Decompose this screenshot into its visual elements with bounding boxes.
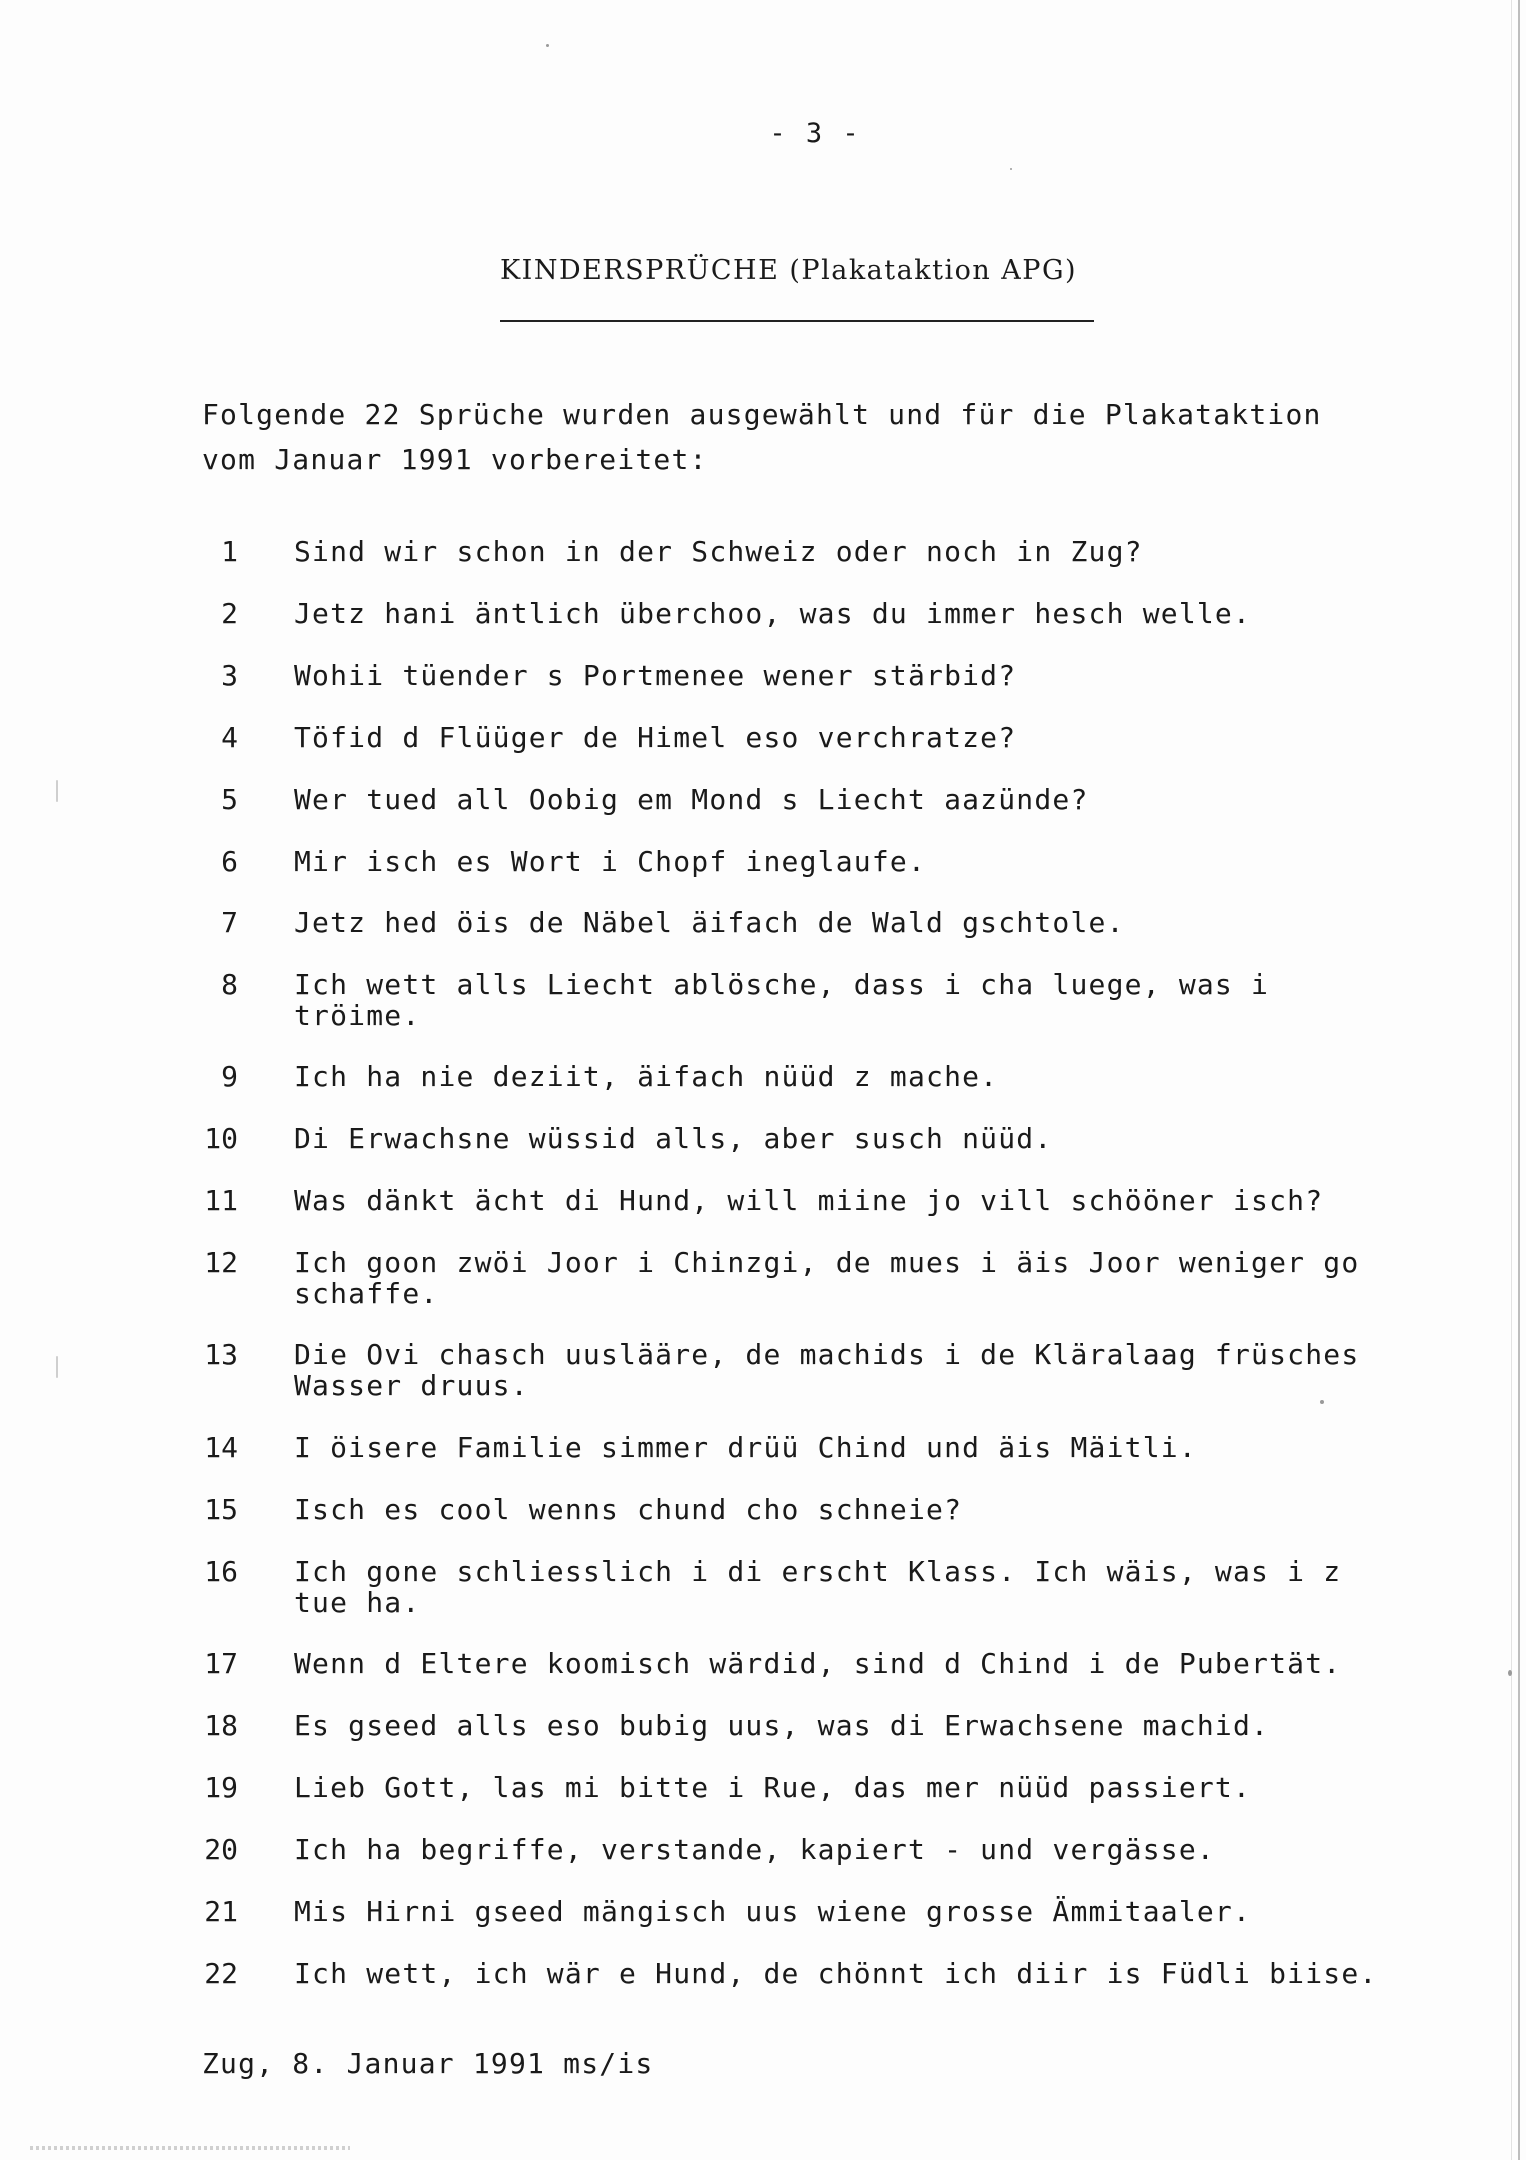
saying-text: Wer tued all Oobig em Mond s Liecht aazünde? [294,783,1089,816]
saying-number: 3 [221,659,238,692]
saying-number: 7 [221,906,238,939]
page-edge-shadow [1511,0,1512,2160]
saying-text: Was dänkt ächt di Hund, will miine jo vill schööner isch? [294,1184,1324,1217]
scan-speck [546,44,549,47]
saying-number: 10 [204,1122,238,1155]
saying-text: Isch es cool wenns chund cho schneie? [294,1493,963,1526]
page-number: - 3 - [769,118,861,149]
saying-text: Es gseed alls eso bubig uus, was di Erwachsene machid. [294,1709,1270,1742]
saying-text: Ich goon zwöi Joor i Chinzgi, de mues i äis Joor weniger go schaffe. [294,1246,1360,1310]
intro-paragraph: Folgende 22 Sprüche wurden ausgewählt und für die Plakataktion vom Januar 1991 vorbereitet: [202,398,1322,476]
saying-number: 14 [204,1431,238,1464]
saying-number: 5 [221,783,238,816]
saying-text: Di Erwachsne wüssid alls, aber susch nüüd. [294,1122,1053,1155]
scan-speck [1010,168,1012,170]
saying-text: Lieb Gott, las mi bitte i Rue, das mer nüüd passiert. [294,1771,1252,1804]
saying-text: Die Ovi chasch uuslääre, de machids i de Kläralaag früsches Wasser druus. [294,1338,1360,1402]
saying-number: 6 [221,845,238,878]
saying-text: Jetz hed öis de Näbel äifach de Wald gschtole. [294,906,1125,939]
saying-number: 12 [204,1246,238,1279]
scan-speck [1320,1400,1324,1404]
title-underline [500,320,1094,322]
saying-number: 21 [204,1895,238,1928]
saying-number: 19 [204,1771,238,1804]
date-signature-line: Zug, 8. Januar 1991 ms/is [202,2047,654,2080]
saying-number: 4 [221,721,238,754]
scan-mark [56,1356,58,1378]
saying-text: Ich gone schliesslich i di erscht Klass. Ich wäis, was i z tue ha. [294,1555,1342,1619]
saying-number: 2 [221,597,238,630]
scan-speck [1508,1670,1512,1676]
saying-text: Mir isch es Wort i Chopf ineglaufe. [294,845,927,878]
saying-number: 13 [204,1338,238,1371]
saying-text: Ich wett alls Liecht ablösche, dass i cha luege, was i tröime. [294,968,1270,1032]
saying-text: Ich ha nie deziit, äifach nüüd z mache. [294,1060,999,1093]
saying-number: 9 [221,1060,238,1093]
saying-text: Töfid d Flüüger de Himel eso verchratze? [294,721,1017,754]
saying-number: 11 [204,1184,238,1217]
saying-text: Sind wir schon in der Schweiz oder noch in Zug? [294,535,1143,568]
scan-artifact [30,2146,350,2150]
saying-text: Ich ha begriffe, verstande, kapiert - und vergässe. [294,1833,1215,1866]
saying-number: 8 [221,968,238,1001]
saying-text: Jetz hani äntlich überchoo, was du immer hesch welle. [294,597,1252,630]
saying-text: Wohii tüender s Portmenee wener stärbid? [294,659,1017,692]
saying-number: 17 [204,1647,238,1680]
saying-text: Ich wett, ich wär e Hund, de chönnt ich diir is Füdli biise. [294,1957,1378,1990]
saying-text: Wenn d Eltere koomisch wärdid, sind d Chind i de Pubertät. [294,1647,1342,1680]
document-title: KINDERSPRÜCHE (Plakataktion APG) [500,255,1078,286]
saying-number: 20 [204,1833,238,1866]
saying-number: 22 [204,1957,238,1990]
saying-number: 16 [204,1555,238,1588]
saying-text: I öisere Familie simmer drüü Chind und äis Mäitli. [294,1431,1197,1464]
saying-number: 18 [204,1709,238,1742]
saying-text: Mis Hirni gseed mängisch uus wiene grosse Ämmitaaler. [294,1895,1252,1928]
page-edge [1518,0,1520,2160]
scan-mark [56,780,58,802]
saying-number: 15 [204,1493,238,1526]
saying-number: 1 [221,535,238,568]
